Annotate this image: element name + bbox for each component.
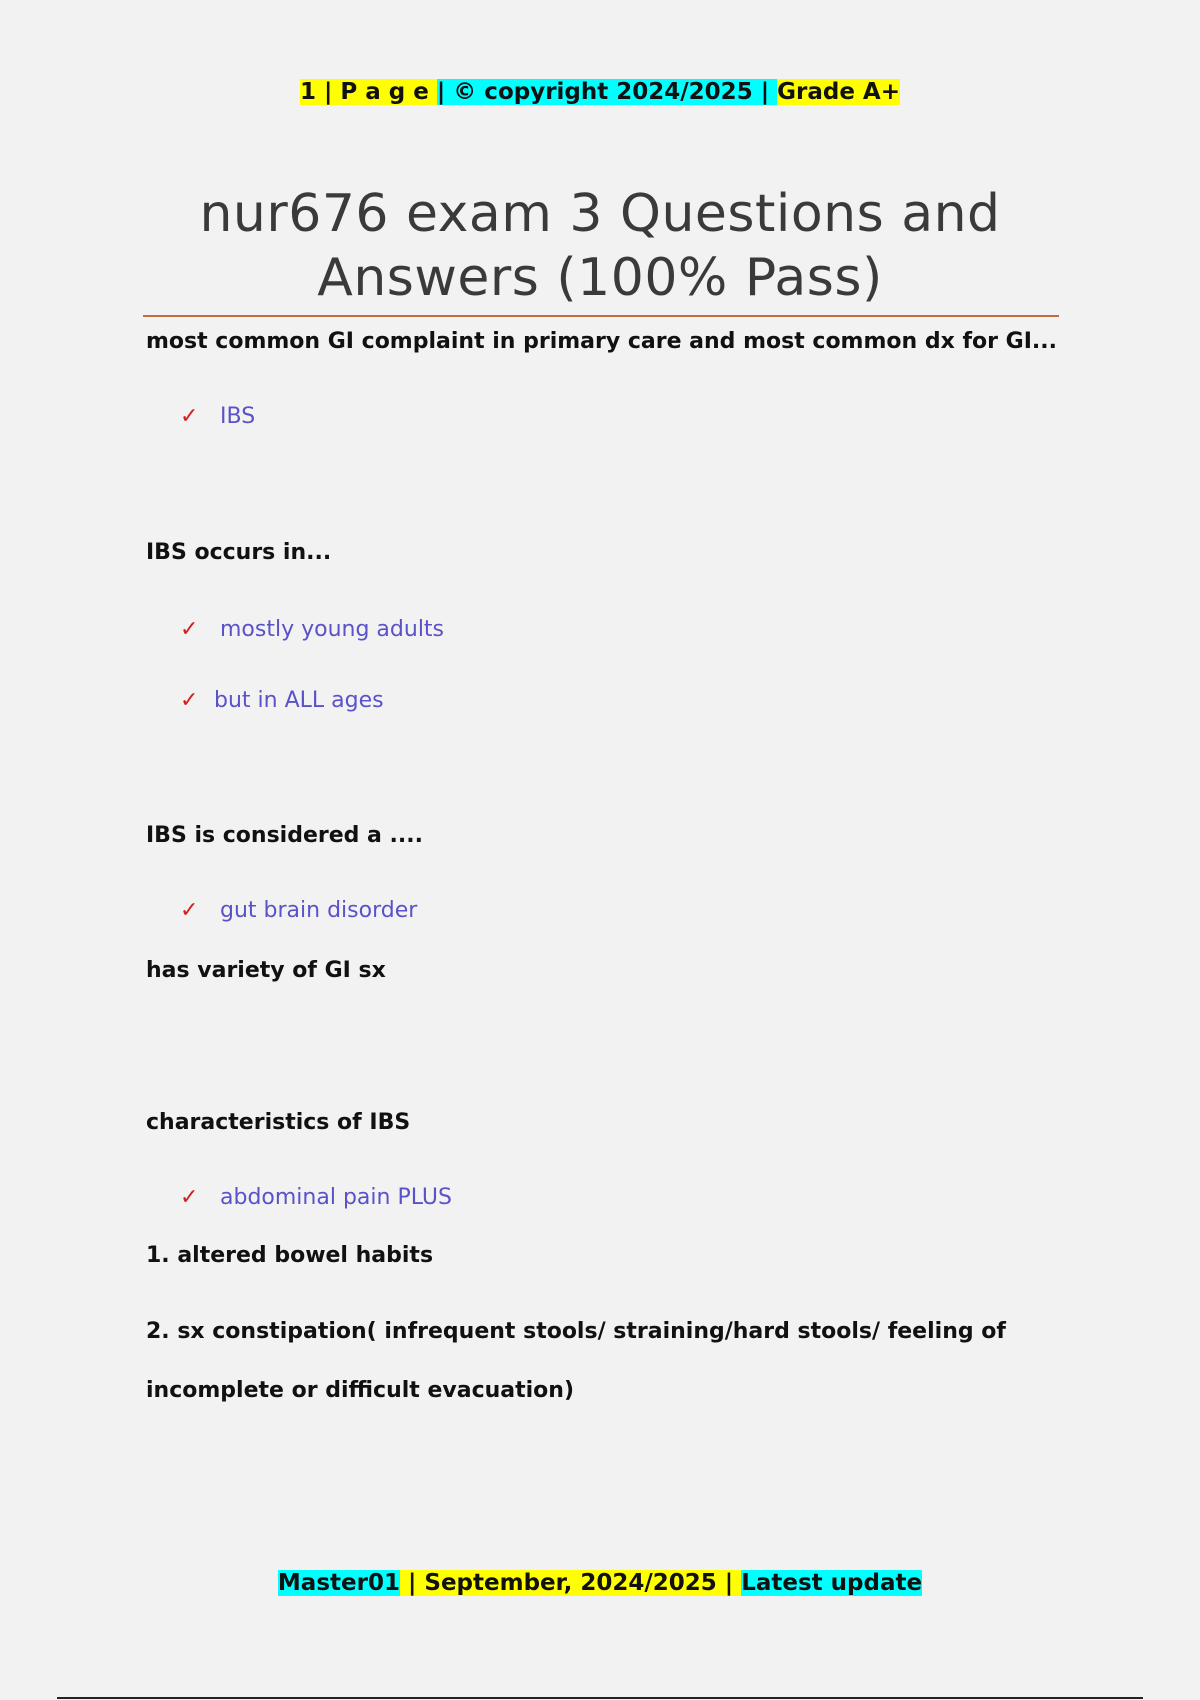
list-item: 1. altered bowel habits [146,1243,434,1268]
title-divider [143,315,1059,317]
checkmark-icon: ✓ [180,617,199,642]
title-line-2: Answers (100% Pass) [317,248,883,308]
checkmark-icon: ✓ [180,898,199,923]
title-line-1: nur676 exam 3 Questions and [199,184,1001,244]
answer-1 [180,404,255,429]
question-1: most common GI complaint in primary care and most common dx for GI... [146,329,1057,354]
answer-text: IBS [220,404,256,429]
update-status: Latest update [741,1570,923,1596]
list-item: 2. sx constipation( infrequent stools/ straining/hard stools/ feeling of [146,1319,1006,1344]
footer-date: | September, 2024/2025 | [399,1570,742,1596]
answer-text: mostly young adults [220,617,445,642]
grade-badge: Grade A+ [777,79,900,105]
answer-text: abdominal pain PLUS [220,1185,452,1210]
page-header [0,74,1200,110]
answer-2a [180,617,444,642]
checkmark-icon: ✓ [180,688,199,713]
bottom-divider [57,1697,1143,1699]
checkmark-icon: ✓ [180,404,199,429]
answer-3 [180,898,417,923]
answer-2b [180,688,384,713]
question-2: IBS occurs in... [146,540,332,565]
question-4: characteristics of IBS [146,1110,411,1135]
copyright-text: | © copyright 2024/2025 | [436,79,778,105]
page-footer [0,1566,1200,1600]
checkmark-icon: ✓ [180,1185,199,1210]
question-3-note: has variety of GI sx [146,958,386,983]
answer-text: gut brain disorder [220,898,418,923]
answer-text: but in ALL ages [214,688,384,713]
list-item-continuation: incomplete or difficult evacuation) [146,1378,575,1403]
question-3: IBS is considered a .... [146,823,423,848]
author-name: Master01 [277,1570,400,1596]
page-number: 1 | P a g e [300,79,437,105]
answer-4 [180,1185,452,1210]
document-title [145,182,1055,310]
